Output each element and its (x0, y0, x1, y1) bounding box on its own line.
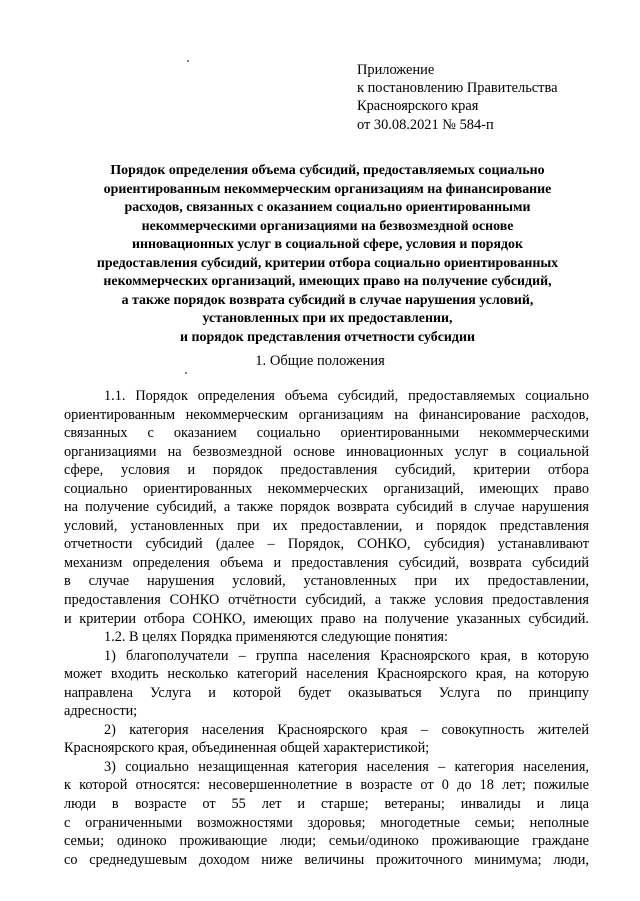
paragraph-line: отчетности субсидий (далее – Порядок, СОНКО, субсидия) устанавливают (64, 536, 589, 553)
paragraph-line: со среднедушевым доходом ниже величины прожиточного минимума; люди, (64, 851, 589, 868)
paragraph-line: механизм определения объема и предоставления субсидий, возврата субсидий (64, 554, 589, 571)
paragraph-line: социально ориентированных некоммерческих организаций, имеющих право (64, 480, 589, 497)
paragraph-line: 1.1. Порядок определения объема субсидий, предоставляемых социально (104, 388, 589, 404)
paragraph-line: предоставления СОНКО отчётности субсидий, а также условия предоставления (64, 592, 589, 609)
scan-speck (185, 372, 187, 374)
title-line: инновационных услуг в социальной сфере, условия и порядок (131, 237, 523, 252)
paragraph-line: и критерии отбора СОНКО, имеющих право на получение указанных субсидий. (64, 610, 589, 627)
paragraph-line: Красноярского края, объединенная общей характеристикой; (64, 740, 430, 757)
paragraph-line: может входить несколько категорий населения Красноярского края, на которую (64, 666, 589, 683)
title-line: ориентированным некоммерческим организациям на финансирование (103, 181, 552, 197)
title-line: а также порядок возврата субсидий в случае нарушения условий, (121, 292, 534, 308)
paragraph-line: ориентированным некоммерческим организациям на финансирование расходов, (64, 406, 589, 423)
paragraph-line: 3) социально незащищенная категория населения – категория населения, (104, 758, 589, 775)
paragraph-line: 1.2. В целях Порядка применяются следующие понятия: (104, 629, 448, 646)
appendix-note (357, 61, 557, 134)
scan-speck (187, 60, 189, 62)
title-line: некоммерческих организаций, имеющих право на получение субсидий, (103, 274, 552, 289)
paragraph-line: связанных с оказанием социально ориентированными некоммерческими (64, 425, 589, 442)
title-line: некоммерческими организациями на безвозмездной основе (141, 218, 514, 234)
paragraph-line: к которой относятся: несовершеннолетние в возрасте от 0 до 18 лет; пожилые (64, 777, 589, 794)
paragraph-line: с ограниченными возможностями здоровья; многодетные семьи; неполные (64, 814, 589, 831)
body-text (64, 387, 589, 869)
paragraph-line: люди в возрасте от 55 лет и старше; ветераны; инвалиды и лица (64, 796, 589, 813)
paragraph-line: направлена Услуга и которой будет оказываться Услуга по принципу (64, 684, 589, 701)
paragraph-line: 1) благополучатели – группа населения Красноярского края, в которую (104, 647, 589, 664)
paragraph-line: в случае нарушения условий, установленных при их предоставлении, (64, 573, 589, 590)
title-line: установленных при их предоставлении, (202, 311, 453, 326)
appendix-line: Красноярского края (357, 98, 479, 115)
title-line: расходов, связанных с оказанием социально ориентированными (124, 200, 531, 215)
paragraph-line: на получение субсидий, а также порядок возврата субсидий в случае нарушения (64, 499, 589, 516)
title-line: Порядок определения объема субсидий, предоставляемых социально (110, 163, 545, 178)
appendix-line: Приложение (357, 62, 435, 78)
appendix-line: от 30.08.2021 № 584-п (357, 116, 494, 133)
paragraph-line: 2) категория населения Красноярского края – совокупность жителей (104, 721, 589, 738)
paragraph-line: условий, установленных при их предоставлении, и порядок представления (64, 517, 589, 534)
paragraph-line: организациями на безвозмездной основе инновационных услуг в социальной (64, 443, 589, 460)
section-heading: 1. Общие положения (255, 353, 385, 369)
paragraph-line: семьи; одиноко проживающие люди; семьи/одиноко проживающие граждане (64, 833, 589, 850)
paragraph-line: сфере, условия и порядок предоставления субсидий, критерии отбора (64, 462, 589, 479)
title-line: и порядок представления отчетности субсидии (180, 329, 475, 345)
paragraph-line: адресности; (64, 703, 138, 720)
appendix-line: к постановлению Правительства (357, 80, 558, 97)
document-title (40, 162, 615, 347)
title-line: предоставления субсидий, критерии отбора социально ориентированных (96, 255, 559, 271)
